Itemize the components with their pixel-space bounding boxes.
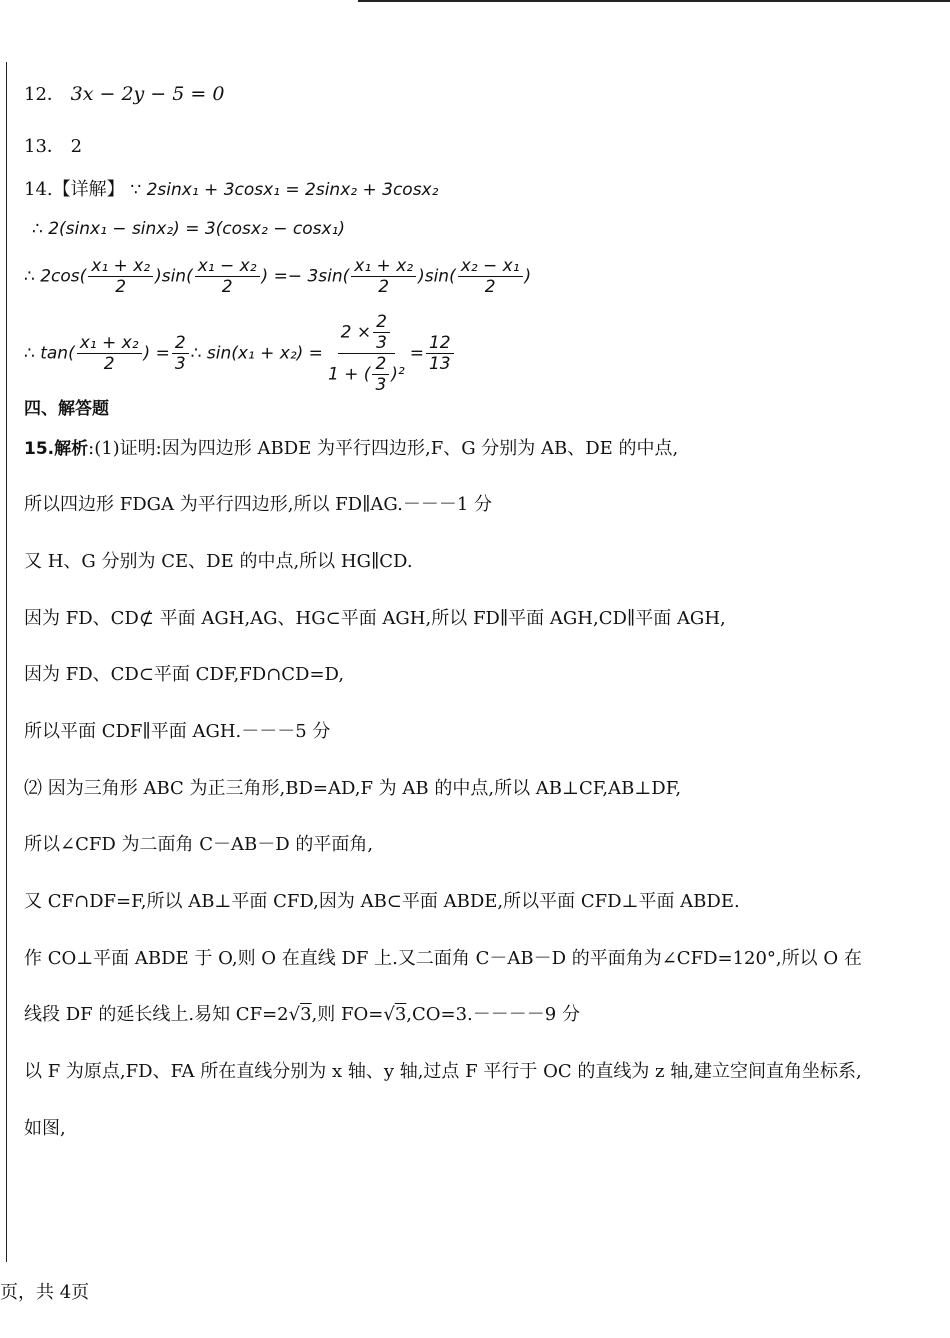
q15-label: 15.解析 bbox=[24, 439, 89, 459]
eq3-f3-denominator: 2 bbox=[378, 277, 390, 297]
eq4-fraction-4 bbox=[426, 333, 454, 374]
page-footer: 页，共 4页 bbox=[0, 1282, 90, 1303]
answer-14-step-2: ∴ 2(sinx₁ − sinx₂) = 3(cosx₂ − cosx₁) bbox=[32, 219, 345, 239]
q15-line-11-b: ,则 FO= bbox=[311, 1004, 384, 1025]
section-heading: 四、解答题 bbox=[24, 399, 109, 419]
q15-line-3: 又 H、G 分别为 CE、DE 的中点,所以 HG∥CD. bbox=[24, 551, 413, 572]
eq4-f3-num-fraction bbox=[373, 312, 390, 353]
eq3-part-c: ) =− 3sin( bbox=[261, 266, 350, 287]
answer-12-equation: 3x − 2y − 5 = 0 bbox=[70, 83, 225, 105]
top-rule bbox=[358, 0, 950, 2]
eq4-part-c: ∴ sin(x₁ + x₂) = bbox=[190, 343, 323, 364]
eq3-f4-numerator: x₂ − x₁ bbox=[458, 256, 523, 277]
eq4-f1-numerator: x₁ + x₂ bbox=[77, 333, 142, 354]
q15-line-4: 因为 FD、CD⊄ 平面 AGH,AG、HG⊂平面 AGH,所以 FD∥平面 AGH,CD∥平面 AGH, bbox=[24, 608, 726, 629]
eq4-f2-numerator: 2 bbox=[172, 333, 189, 354]
eq3-f2-numerator: x₁ − x₂ bbox=[195, 256, 260, 277]
eq3-fraction-3 bbox=[351, 256, 416, 297]
answer-14-line-1 bbox=[24, 175, 438, 201]
q15-line-1-text: :(1)证明:因为四边形 ABDE 为平行四边形,F、G 分别为 AB、DE 的中点, bbox=[88, 438, 679, 459]
eq4-f3-num-frac-denominator: 3 bbox=[376, 333, 387, 353]
q15-line-12: 以 F 为原点,FD、FA 所在直线分别为 x 轴、y 轴,过点 F 平行于 OC 的直线为 z 轴,建立空间直角坐标系, bbox=[24, 1061, 862, 1082]
eq4-fraction-3 bbox=[325, 312, 408, 395]
answer-13-value: 2 bbox=[70, 136, 83, 157]
eq3-part-b: )sin( bbox=[155, 266, 193, 287]
q15-radicand-2: 3 bbox=[394, 1004, 407, 1025]
eq4-f1-denominator: 2 bbox=[103, 354, 115, 374]
eq3-f3-numerator: x₁ + x₂ bbox=[351, 256, 416, 277]
q15-line-7: ⑵ 因为三角形 ABC 为正三角形,BD=AD,F 为 AB 的中点,所以 AB⊥CF,AB⊥DF, bbox=[24, 778, 682, 799]
q15-line-6: 所以平面 CDF∥平面 AGH.－－－5 分 bbox=[24, 721, 331, 742]
answer-14-line-3 bbox=[24, 256, 531, 297]
answer-12-number: 12． bbox=[24, 84, 65, 105]
q15-line-5: 因为 FD、CD⊂平面 CDF,FD∩CD=D, bbox=[24, 664, 345, 685]
answer-12 bbox=[24, 80, 224, 106]
q15-line-13: 如图, bbox=[24, 1118, 66, 1139]
eq3-fraction-4 bbox=[458, 256, 523, 297]
eq3-fraction-2 bbox=[195, 256, 260, 297]
eq3-part-e: ) bbox=[524, 266, 532, 287]
eq4-f4-numerator: 12 bbox=[426, 333, 454, 354]
eq4-part-b: ) = bbox=[143, 343, 170, 364]
eq4-f4-denominator: 13 bbox=[428, 354, 451, 374]
eq4-f3-numerator bbox=[338, 312, 395, 354]
eq3-fraction-1 bbox=[88, 256, 153, 297]
q15-line-11: 线段 DF 的延长线上.易知 CF=2√3,则 FO=√3,CO=3.－－－－9 分 bbox=[24, 1004, 580, 1025]
q15-line-2: 所以四边形 FDGA 为平行四边形,所以 FD∥AG.－－－1 分 bbox=[24, 494, 493, 515]
eq4-fraction-1 bbox=[77, 333, 142, 374]
answer-13 bbox=[24, 132, 82, 158]
eq4-f3-num-text: 2 × bbox=[340, 322, 372, 343]
eq4-part-d: = bbox=[409, 343, 424, 364]
eq3-part-a: ∴ 2cos( bbox=[24, 266, 87, 287]
left-margin-rule bbox=[6, 62, 7, 1262]
answer-14-line-2 bbox=[32, 218, 345, 239]
q15-line-8: 所以∠CFD 为二面角 C－AB－D 的平面角, bbox=[24, 834, 374, 855]
eq4-f3-den-fraction bbox=[372, 354, 389, 395]
eq4-fraction-2 bbox=[172, 333, 189, 374]
answer-14-label: 14.【详解】 bbox=[24, 179, 125, 200]
eq3-f2-denominator: 2 bbox=[221, 277, 233, 297]
eq4-part-a: ∴ tan( bbox=[24, 343, 75, 364]
q15-line-11-a: 线段 DF 的延长线上.易知 CF=2 bbox=[24, 1004, 289, 1025]
eq3-part-d: )sin( bbox=[418, 266, 456, 287]
answer-13-number: 13． bbox=[24, 136, 65, 157]
eq4-f3-den-text-b: )² bbox=[391, 364, 405, 385]
eq3-f4-denominator: 2 bbox=[484, 277, 496, 297]
eq4-f3-denominator bbox=[325, 354, 408, 395]
eq4-f3-den-frac-denominator: 3 bbox=[375, 375, 387, 395]
q15-line-9: 又 CF∩DF=F,所以 AB⊥平面 CFD,因为 AB⊂平面 ABDE,所以平面 CFD⊥平面 ABDE. bbox=[24, 891, 740, 912]
eq3-f1-numerator: x₁ + x₂ bbox=[88, 256, 153, 277]
eq4-f2-denominator: 3 bbox=[174, 354, 186, 374]
q15-radicand-1: 3 bbox=[300, 1004, 312, 1025]
eq4-f3-den-text-a: 1 + ( bbox=[327, 364, 371, 385]
eq4-f3-den-frac-numerator: 2 bbox=[372, 354, 389, 375]
answer-14-line-4 bbox=[24, 312, 456, 395]
q15-line-10: 作 CO⊥平面 ABDE 于 O,则 O 在直线 DF 上.又二面角 C－AB－D 的平面角为∠CFD=120°,所以 O 在 bbox=[24, 948, 862, 969]
q15-line-11-c: ,CO=3.－－－－9 分 bbox=[406, 1004, 580, 1025]
eq4-f3-num-frac-numerator: 2 bbox=[373, 312, 390, 333]
q15-line-1 bbox=[24, 434, 678, 460]
eq3-f1-denominator: 2 bbox=[115, 277, 127, 297]
answer-14-given: ∵ 2sinx₁ + 3cosx₁ = 2sinx₂ + 3cosx₂ bbox=[130, 180, 439, 200]
